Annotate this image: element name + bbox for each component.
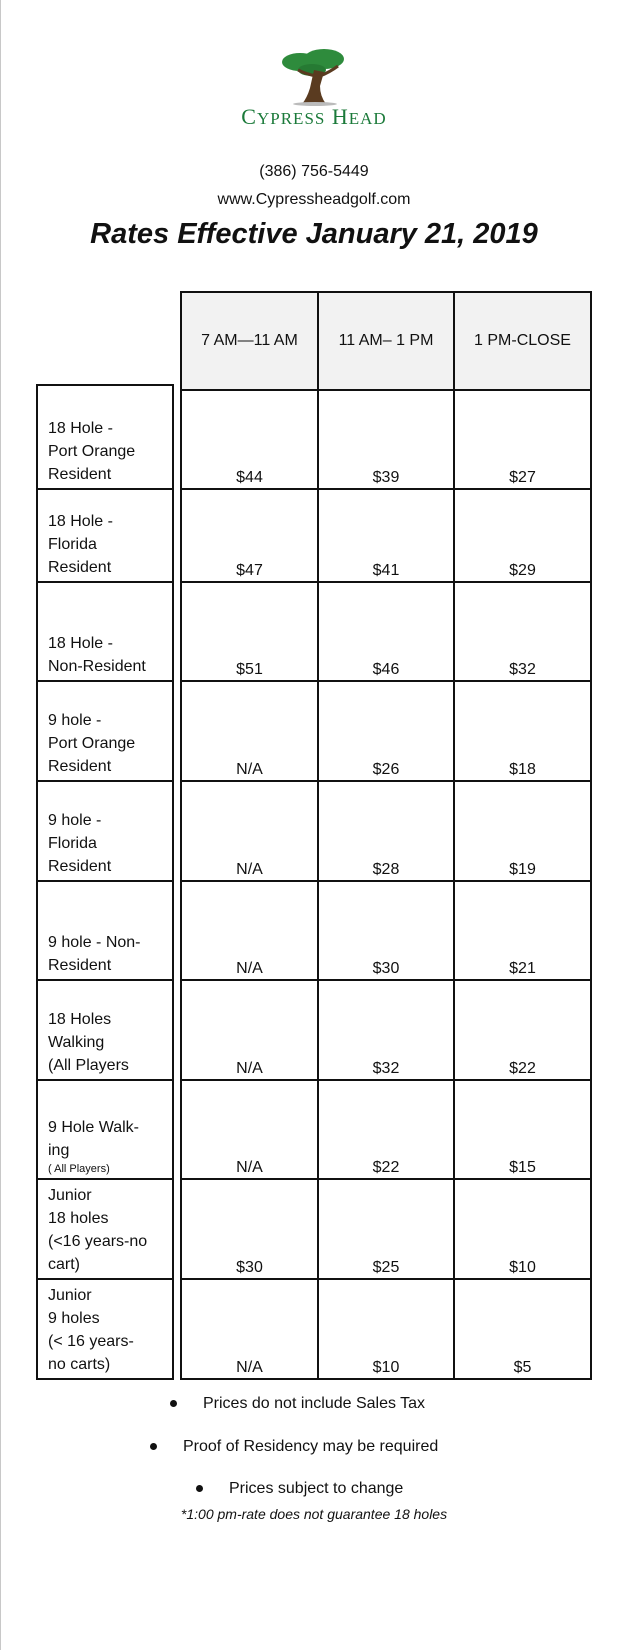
price-cell [180,1079,319,1180]
price-cell [180,581,319,682]
row-label-line: 9 holes [48,1310,100,1327]
price-cell [453,780,592,882]
column-header: 11 AM– 1 PM [317,291,455,391]
note-price-change: Prices subject to change [196,1480,403,1498]
price-value: $27 [509,469,536,486]
row-label-line: Port Orange [48,443,136,460]
price-value: N/A [236,1159,263,1176]
column-header: 1 PM-CLOSE [453,291,592,391]
price-cell [453,680,592,782]
price-value: $29 [509,562,536,579]
row-label-line: 9 Hole Walk- [48,1119,139,1136]
price-value: $26 [372,761,400,778]
price-cell [317,1278,455,1380]
price-value: $30 [372,960,400,977]
price-cell [180,880,319,981]
row-label [36,680,174,782]
footnote: *1:00 pm-rate does not guarantee 18 holes [180,1506,448,1522]
price-cell [453,488,592,583]
row-label [36,780,174,882]
row-label [36,1278,174,1380]
row-label [36,581,174,682]
price-cell [180,389,319,490]
price-value: $5 [513,1359,532,1376]
price-value: $41 [372,562,400,579]
row-label-line: ing [48,1142,70,1159]
row-label [36,1178,174,1280]
price-cell [317,389,455,490]
price-value: $46 [372,661,400,678]
bullet-icon [150,1443,157,1450]
price-value: $10 [372,1359,400,1376]
note-sales-tax: Prices do not include Sales Tax [170,1395,425,1413]
row-label [36,880,174,981]
row-label-line: Non-Resident [48,658,146,675]
price-value: $28 [372,861,400,878]
price-value: $19 [509,861,536,878]
row-label-line: Resident [48,957,112,974]
website-url: www.Cypressheadgolf.com [217,191,411,208]
price-cell [453,1278,592,1380]
row-label-line: 18 Hole - [48,420,113,437]
row-label-line: Resident [48,858,112,875]
row-label-line: 18 Hole - [48,513,113,530]
price-value: $30 [236,1259,263,1276]
price-cell [453,1178,592,1280]
bullet-icon [196,1485,203,1492]
price-value: N/A [236,960,263,977]
price-cell [180,680,319,782]
row-label-line: 9 hole - Non- [48,934,141,951]
price-value: $32 [372,1060,400,1077]
row-label-line: Resident [48,466,112,483]
price-cell [453,581,592,682]
row-label-line: 9 hole - [48,712,102,729]
row-label-line: (< 16 years- [48,1333,134,1350]
row-label-line: cart) [48,1256,80,1273]
row-label-line: Resident [48,758,112,775]
phone-number: (386) 756-5449 [259,163,369,180]
price-cell [180,1278,319,1380]
price-cell [317,1079,455,1180]
price-cell [317,880,455,981]
price-value: $39 [372,469,400,486]
price-value: $51 [236,661,263,678]
price-cell [453,979,592,1081]
price-cell [317,979,455,1081]
price-cell [317,780,455,882]
row-label-line: Walking [48,1034,105,1051]
price-value: $32 [509,661,536,678]
price-value: $47 [236,562,263,579]
price-value: $22 [372,1159,400,1176]
page-title: Rates Effective January 21, 2019 [90,218,538,250]
price-value: N/A [236,761,263,778]
row-label-line: 9 hole - [48,812,102,829]
price-value: N/A [236,1359,263,1376]
row-label-line: no carts) [48,1356,111,1373]
row-label [36,979,174,1081]
row-label-line: (<16 years-no [48,1233,148,1250]
price-value: $10 [509,1259,536,1276]
price-value: N/A [236,1060,263,1077]
price-cell [180,1178,319,1280]
price-value: $22 [509,1060,536,1077]
row-label-line: Port Orange [48,735,136,752]
price-value: $15 [509,1159,536,1176]
column-header: 7 AM—11 AM [180,291,319,391]
row-sublabel: ( All Players) [48,1163,110,1175]
brand-name: CYPRESS HEAD [241,104,387,129]
price-cell [453,1079,592,1180]
row-label-line: (All Players [48,1057,129,1074]
row-label [36,384,174,490]
row-label-line: 18 Hole - [48,635,113,652]
price-cell [180,488,319,583]
price-cell [317,581,455,682]
price-cell [453,880,592,981]
row-label-line: Resident [48,559,112,576]
price-cell [453,389,592,490]
row-label-line: 18 Holes [48,1011,112,1028]
cypress-tree-icon [280,48,350,106]
price-value: $44 [236,469,263,486]
row-label-line: Junior [48,1287,92,1304]
row-label [36,488,174,583]
price-value: $21 [509,960,536,977]
price-cell [180,979,319,1081]
row-label-line: Florida [48,536,97,553]
price-value: $25 [372,1259,400,1276]
price-cell [317,1178,455,1280]
note-residency: Proof of Residency may be required [150,1438,438,1456]
price-cell [180,780,319,882]
row-label-line: Florida [48,835,97,852]
row-label-line: Junior [48,1187,92,1204]
price-cell [317,680,455,782]
price-cell [317,488,455,583]
row-label-line: 18 holes [48,1210,109,1227]
price-value: N/A [236,861,263,878]
bullet-icon [170,1400,177,1407]
row-label [36,1079,174,1180]
price-value: $18 [509,761,536,778]
